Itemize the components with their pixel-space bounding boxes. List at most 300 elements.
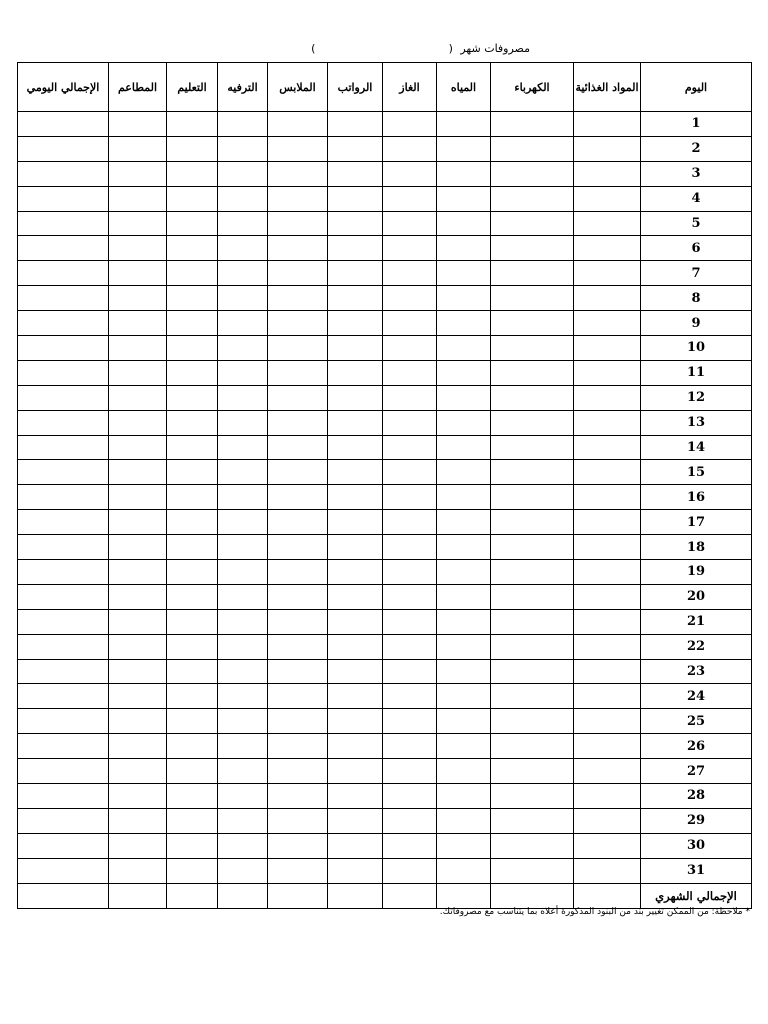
cell-entertainment[interactable] (218, 784, 268, 809)
cell-daily-total[interactable] (18, 510, 109, 535)
cell-gas[interactable] (383, 858, 437, 883)
cell-clothes[interactable] (268, 560, 328, 585)
cell-education[interactable] (167, 460, 218, 485)
cell-groceries[interactable] (574, 709, 641, 734)
cell-electricity[interactable] (491, 485, 574, 510)
cell-gas[interactable] (383, 759, 437, 784)
cell-gas[interactable] (383, 360, 437, 385)
cell-electricity[interactable] (491, 634, 574, 659)
cell-entertainment[interactable] (218, 360, 268, 385)
cell-education[interactable] (167, 211, 218, 236)
cell-education[interactable] (167, 161, 218, 186)
cell-gas[interactable] (383, 684, 437, 709)
cell-clothes[interactable] (268, 734, 328, 759)
cell-restaurants[interactable] (109, 485, 167, 510)
cell-clothes[interactable] (268, 136, 328, 161)
cell-groceries[interactable] (574, 385, 641, 410)
cell-electricity[interactable] (491, 112, 574, 137)
cell-gas[interactable] (383, 659, 437, 684)
cell-groceries[interactable] (574, 186, 641, 211)
cell-education[interactable] (167, 186, 218, 211)
cell-daily-total[interactable] (18, 186, 109, 211)
cell-electricity[interactable] (491, 211, 574, 236)
cell-electricity[interactable] (491, 784, 574, 809)
cell-entertainment[interactable] (218, 385, 268, 410)
cell-daily-total[interactable] (18, 211, 109, 236)
cell-daily-total[interactable] (18, 435, 109, 460)
cell-water[interactable] (437, 112, 491, 137)
cell-restaurants[interactable] (109, 759, 167, 784)
cell-daily-total[interactable] (18, 460, 109, 485)
cell-groceries[interactable] (574, 336, 641, 361)
cell-water[interactable] (437, 336, 491, 361)
cell-gas[interactable] (383, 311, 437, 336)
cell-education[interactable] (167, 634, 218, 659)
cell-groceries[interactable] (574, 360, 641, 385)
cell-education[interactable] (167, 858, 218, 883)
total-cell-gas[interactable] (383, 883, 437, 908)
cell-education[interactable] (167, 560, 218, 585)
cell-education[interactable] (167, 435, 218, 460)
cell-salaries[interactable] (328, 535, 383, 560)
cell-gas[interactable] (383, 410, 437, 435)
cell-salaries[interactable] (328, 560, 383, 585)
cell-groceries[interactable] (574, 833, 641, 858)
cell-salaries[interactable] (328, 833, 383, 858)
cell-education[interactable] (167, 734, 218, 759)
cell-gas[interactable] (383, 535, 437, 560)
cell-groceries[interactable] (574, 112, 641, 137)
cell-clothes[interactable] (268, 311, 328, 336)
cell-gas[interactable] (383, 261, 437, 286)
cell-groceries[interactable] (574, 161, 641, 186)
cell-salaries[interactable] (328, 286, 383, 311)
cell-clothes[interactable] (268, 759, 328, 784)
cell-groceries[interactable] (574, 435, 641, 460)
cell-water[interactable] (437, 609, 491, 634)
total-cell-salaries[interactable] (328, 883, 383, 908)
total-cell-daily-total[interactable] (18, 883, 109, 908)
cell-clothes[interactable] (268, 261, 328, 286)
cell-entertainment[interactable] (218, 808, 268, 833)
cell-clothes[interactable] (268, 336, 328, 361)
cell-daily-total[interactable] (18, 784, 109, 809)
cell-restaurants[interactable] (109, 211, 167, 236)
cell-education[interactable] (167, 784, 218, 809)
cell-electricity[interactable] (491, 311, 574, 336)
cell-water[interactable] (437, 659, 491, 684)
cell-daily-total[interactable] (18, 236, 109, 261)
cell-salaries[interactable] (328, 634, 383, 659)
cell-daily-total[interactable] (18, 161, 109, 186)
cell-salaries[interactable] (328, 385, 383, 410)
cell-restaurants[interactable] (109, 858, 167, 883)
total-cell-restaurants[interactable] (109, 883, 167, 908)
cell-clothes[interactable] (268, 709, 328, 734)
cell-salaries[interactable] (328, 186, 383, 211)
cell-daily-total[interactable] (18, 136, 109, 161)
cell-daily-total[interactable] (18, 311, 109, 336)
cell-restaurants[interactable] (109, 808, 167, 833)
cell-groceries[interactable] (574, 535, 641, 560)
cell-entertainment[interactable] (218, 410, 268, 435)
cell-daily-total[interactable] (18, 385, 109, 410)
total-cell-clothes[interactable] (268, 883, 328, 908)
cell-salaries[interactable] (328, 211, 383, 236)
total-cell-electricity[interactable] (491, 883, 574, 908)
cell-entertainment[interactable] (218, 858, 268, 883)
cell-daily-total[interactable] (18, 112, 109, 137)
cell-salaries[interactable] (328, 759, 383, 784)
cell-entertainment[interactable] (218, 186, 268, 211)
cell-entertainment[interactable] (218, 435, 268, 460)
cell-restaurants[interactable] (109, 360, 167, 385)
cell-electricity[interactable] (491, 609, 574, 634)
cell-clothes[interactable] (268, 609, 328, 634)
cell-gas[interactable] (383, 336, 437, 361)
cell-education[interactable] (167, 659, 218, 684)
cell-education[interactable] (167, 609, 218, 634)
cell-groceries[interactable] (574, 784, 641, 809)
cell-groceries[interactable] (574, 759, 641, 784)
cell-groceries[interactable] (574, 286, 641, 311)
cell-restaurants[interactable] (109, 112, 167, 137)
cell-groceries[interactable] (574, 485, 641, 510)
cell-gas[interactable] (383, 161, 437, 186)
cell-education[interactable] (167, 684, 218, 709)
cell-water[interactable] (437, 833, 491, 858)
cell-entertainment[interactable] (218, 684, 268, 709)
cell-electricity[interactable] (491, 460, 574, 485)
cell-salaries[interactable] (328, 858, 383, 883)
total-cell-water[interactable] (437, 883, 491, 908)
cell-education[interactable] (167, 709, 218, 734)
cell-daily-total[interactable] (18, 261, 109, 286)
cell-restaurants[interactable] (109, 510, 167, 535)
cell-water[interactable] (437, 584, 491, 609)
cell-restaurants[interactable] (109, 659, 167, 684)
cell-salaries[interactable] (328, 485, 383, 510)
cell-clothes[interactable] (268, 684, 328, 709)
cell-electricity[interactable] (491, 833, 574, 858)
cell-groceries[interactable] (574, 311, 641, 336)
cell-education[interactable] (167, 286, 218, 311)
cell-groceries[interactable] (574, 236, 641, 261)
cell-entertainment[interactable] (218, 609, 268, 634)
cell-electricity[interactable] (491, 161, 574, 186)
cell-electricity[interactable] (491, 734, 574, 759)
cell-education[interactable] (167, 385, 218, 410)
cell-restaurants[interactable] (109, 186, 167, 211)
cell-electricity[interactable] (491, 136, 574, 161)
cell-entertainment[interactable] (218, 211, 268, 236)
cell-daily-total[interactable] (18, 560, 109, 585)
cell-restaurants[interactable] (109, 385, 167, 410)
cell-clothes[interactable] (268, 112, 328, 137)
cell-groceries[interactable] (574, 460, 641, 485)
cell-electricity[interactable] (491, 510, 574, 535)
cell-salaries[interactable] (328, 609, 383, 634)
cell-restaurants[interactable] (109, 833, 167, 858)
cell-education[interactable] (167, 410, 218, 435)
cell-clothes[interactable] (268, 385, 328, 410)
cell-entertainment[interactable] (218, 584, 268, 609)
cell-salaries[interactable] (328, 435, 383, 460)
cell-salaries[interactable] (328, 684, 383, 709)
cell-education[interactable] (167, 261, 218, 286)
cell-restaurants[interactable] (109, 261, 167, 286)
cell-daily-total[interactable] (18, 336, 109, 361)
cell-water[interactable] (437, 734, 491, 759)
cell-clothes[interactable] (268, 833, 328, 858)
cell-daily-total[interactable] (18, 808, 109, 833)
cell-salaries[interactable] (328, 161, 383, 186)
cell-entertainment[interactable] (218, 261, 268, 286)
cell-daily-total[interactable] (18, 584, 109, 609)
cell-gas[interactable] (383, 609, 437, 634)
cell-gas[interactable] (383, 112, 437, 137)
cell-electricity[interactable] (491, 336, 574, 361)
cell-water[interactable] (437, 186, 491, 211)
cell-water[interactable] (437, 161, 491, 186)
cell-electricity[interactable] (491, 584, 574, 609)
cell-electricity[interactable] (491, 759, 574, 784)
cell-groceries[interactable] (574, 211, 641, 236)
cell-water[interactable] (437, 709, 491, 734)
cell-restaurants[interactable] (109, 236, 167, 261)
cell-restaurants[interactable] (109, 435, 167, 460)
cell-clothes[interactable] (268, 485, 328, 510)
cell-gas[interactable] (383, 584, 437, 609)
cell-groceries[interactable] (574, 659, 641, 684)
cell-groceries[interactable] (574, 261, 641, 286)
cell-salaries[interactable] (328, 410, 383, 435)
cell-salaries[interactable] (328, 236, 383, 261)
cell-education[interactable] (167, 535, 218, 560)
cell-clothes[interactable] (268, 584, 328, 609)
cell-entertainment[interactable] (218, 734, 268, 759)
cell-groceries[interactable] (574, 410, 641, 435)
cell-restaurants[interactable] (109, 336, 167, 361)
cell-electricity[interactable] (491, 808, 574, 833)
cell-electricity[interactable] (491, 186, 574, 211)
cell-salaries[interactable] (328, 460, 383, 485)
cell-daily-total[interactable] (18, 659, 109, 684)
cell-restaurants[interactable] (109, 311, 167, 336)
cell-groceries[interactable] (574, 858, 641, 883)
cell-water[interactable] (437, 136, 491, 161)
cell-daily-total[interactable] (18, 858, 109, 883)
cell-restaurants[interactable] (109, 535, 167, 560)
cell-electricity[interactable] (491, 236, 574, 261)
cell-education[interactable] (167, 808, 218, 833)
cell-gas[interactable] (383, 136, 437, 161)
cell-entertainment[interactable] (218, 311, 268, 336)
cell-gas[interactable] (383, 385, 437, 410)
cell-clothes[interactable] (268, 211, 328, 236)
cell-clothes[interactable] (268, 435, 328, 460)
cell-clothes[interactable] (268, 410, 328, 435)
cell-groceries[interactable] (574, 510, 641, 535)
cell-entertainment[interactable] (218, 460, 268, 485)
cell-gas[interactable] (383, 236, 437, 261)
cell-clothes[interactable] (268, 286, 328, 311)
cell-restaurants[interactable] (109, 709, 167, 734)
cell-entertainment[interactable] (218, 535, 268, 560)
cell-clothes[interactable] (268, 659, 328, 684)
cell-water[interactable] (437, 808, 491, 833)
cell-clothes[interactable] (268, 808, 328, 833)
cell-entertainment[interactable] (218, 286, 268, 311)
cell-gas[interactable] (383, 211, 437, 236)
cell-gas[interactable] (383, 709, 437, 734)
cell-entertainment[interactable] (218, 336, 268, 361)
cell-clothes[interactable] (268, 784, 328, 809)
cell-clothes[interactable] (268, 161, 328, 186)
cell-groceries[interactable] (574, 584, 641, 609)
cell-gas[interactable] (383, 485, 437, 510)
cell-gas[interactable] (383, 734, 437, 759)
cell-clothes[interactable] (268, 858, 328, 883)
cell-water[interactable] (437, 535, 491, 560)
cell-salaries[interactable] (328, 311, 383, 336)
cell-clothes[interactable] (268, 460, 328, 485)
cell-education[interactable] (167, 360, 218, 385)
cell-water[interactable] (437, 485, 491, 510)
cell-entertainment[interactable] (218, 709, 268, 734)
cell-electricity[interactable] (491, 261, 574, 286)
cell-daily-total[interactable] (18, 360, 109, 385)
cell-restaurants[interactable] (109, 784, 167, 809)
cell-education[interactable] (167, 236, 218, 261)
cell-gas[interactable] (383, 186, 437, 211)
cell-restaurants[interactable] (109, 634, 167, 659)
cell-daily-total[interactable] (18, 684, 109, 709)
cell-gas[interactable] (383, 784, 437, 809)
cell-electricity[interactable] (491, 410, 574, 435)
cell-salaries[interactable] (328, 336, 383, 361)
cell-groceries[interactable] (574, 609, 641, 634)
cell-groceries[interactable] (574, 560, 641, 585)
cell-education[interactable] (167, 336, 218, 361)
cell-water[interactable] (437, 858, 491, 883)
cell-entertainment[interactable] (218, 659, 268, 684)
cell-gas[interactable] (383, 833, 437, 858)
cell-salaries[interactable] (328, 112, 383, 137)
cell-clothes[interactable] (268, 360, 328, 385)
cell-entertainment[interactable] (218, 510, 268, 535)
total-cell-entertainment[interactable] (218, 883, 268, 908)
cell-water[interactable] (437, 360, 491, 385)
cell-gas[interactable] (383, 510, 437, 535)
cell-restaurants[interactable] (109, 136, 167, 161)
cell-electricity[interactable] (491, 684, 574, 709)
cell-gas[interactable] (383, 435, 437, 460)
cell-salaries[interactable] (328, 584, 383, 609)
cell-daily-total[interactable] (18, 410, 109, 435)
cell-education[interactable] (167, 833, 218, 858)
cell-groceries[interactable] (574, 734, 641, 759)
cell-groceries[interactable] (574, 136, 641, 161)
cell-water[interactable] (437, 261, 491, 286)
cell-clothes[interactable] (268, 510, 328, 535)
cell-restaurants[interactable] (109, 684, 167, 709)
cell-electricity[interactable] (491, 385, 574, 410)
cell-groceries[interactable] (574, 684, 641, 709)
cell-entertainment[interactable] (218, 560, 268, 585)
cell-salaries[interactable] (328, 261, 383, 286)
cell-daily-total[interactable] (18, 709, 109, 734)
cell-water[interactable] (437, 759, 491, 784)
cell-salaries[interactable] (328, 784, 383, 809)
cell-daily-total[interactable] (18, 759, 109, 784)
cell-groceries[interactable] (574, 634, 641, 659)
cell-entertainment[interactable] (218, 759, 268, 784)
cell-water[interactable] (437, 286, 491, 311)
cell-restaurants[interactable] (109, 609, 167, 634)
cell-education[interactable] (167, 485, 218, 510)
cell-education[interactable] (167, 136, 218, 161)
cell-electricity[interactable] (491, 435, 574, 460)
cell-salaries[interactable] (328, 136, 383, 161)
cell-water[interactable] (437, 560, 491, 585)
cell-groceries[interactable] (574, 808, 641, 833)
cell-entertainment[interactable] (218, 833, 268, 858)
cell-water[interactable] (437, 236, 491, 261)
cell-daily-total[interactable] (18, 609, 109, 634)
cell-daily-total[interactable] (18, 634, 109, 659)
cell-salaries[interactable] (328, 734, 383, 759)
cell-education[interactable] (167, 112, 218, 137)
cell-restaurants[interactable] (109, 161, 167, 186)
cell-entertainment[interactable] (218, 236, 268, 261)
cell-restaurants[interactable] (109, 286, 167, 311)
cell-gas[interactable] (383, 808, 437, 833)
cell-water[interactable] (437, 634, 491, 659)
cell-clothes[interactable] (268, 236, 328, 261)
cell-clothes[interactable] (268, 634, 328, 659)
cell-electricity[interactable] (491, 659, 574, 684)
cell-entertainment[interactable] (218, 634, 268, 659)
cell-electricity[interactable] (491, 360, 574, 385)
cell-clothes[interactable] (268, 535, 328, 560)
cell-entertainment[interactable] (218, 136, 268, 161)
cell-restaurants[interactable] (109, 410, 167, 435)
cell-education[interactable] (167, 510, 218, 535)
cell-clothes[interactable] (268, 186, 328, 211)
cell-salaries[interactable] (328, 709, 383, 734)
cell-water[interactable] (437, 510, 491, 535)
cell-daily-total[interactable] (18, 734, 109, 759)
cell-gas[interactable] (383, 634, 437, 659)
cell-electricity[interactable] (491, 858, 574, 883)
cell-gas[interactable] (383, 460, 437, 485)
cell-electricity[interactable] (491, 535, 574, 560)
cell-electricity[interactable] (491, 560, 574, 585)
cell-restaurants[interactable] (109, 560, 167, 585)
cell-salaries[interactable] (328, 659, 383, 684)
cell-water[interactable] (437, 311, 491, 336)
total-cell-education[interactable] (167, 883, 218, 908)
cell-gas[interactable] (383, 286, 437, 311)
cell-salaries[interactable] (328, 808, 383, 833)
cell-water[interactable] (437, 410, 491, 435)
cell-daily-total[interactable] (18, 286, 109, 311)
cell-electricity[interactable] (491, 286, 574, 311)
cell-water[interactable] (437, 211, 491, 236)
cell-salaries[interactable] (328, 360, 383, 385)
cell-water[interactable] (437, 435, 491, 460)
